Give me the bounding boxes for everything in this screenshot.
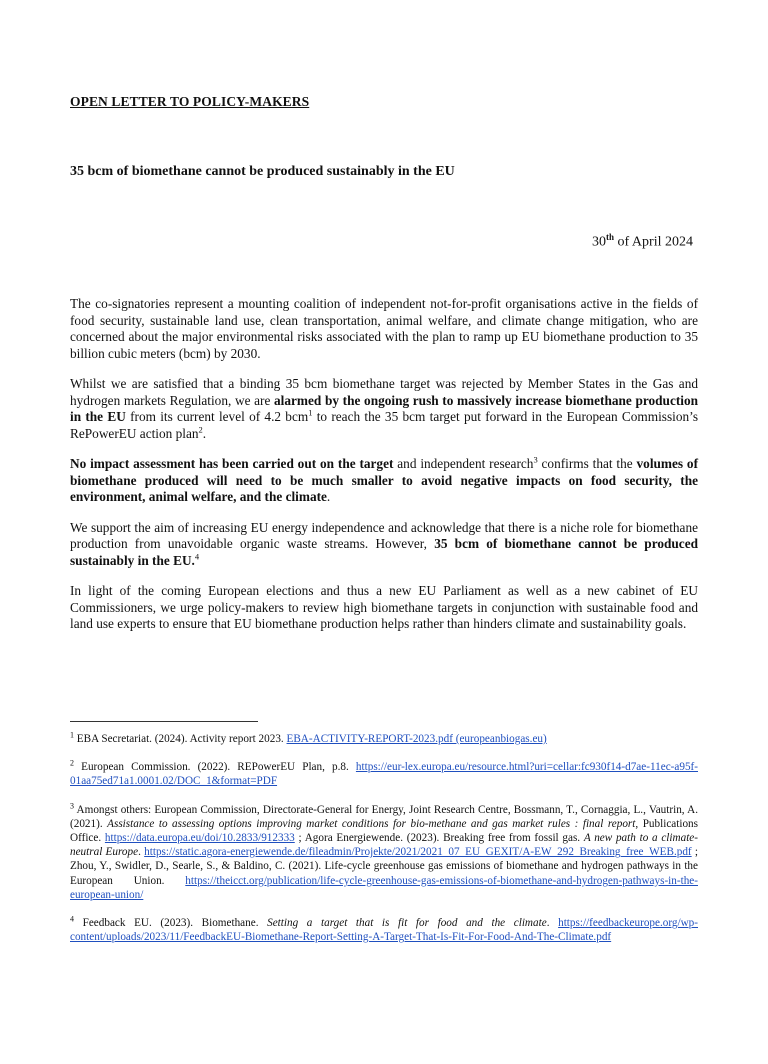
paragraph-3	[70, 456, 698, 506]
footnote-text: ; Agora Energiewende. (2023). Breaking free from fossil gas.	[294, 832, 584, 845]
p2-text-e: .	[202, 425, 207, 441]
footnote-number: 4	[70, 914, 74, 924]
footnote-1	[70, 732, 698, 746]
paragraph-1: The co-signatories represent a mounting coalition of independent not-for-profit organisations active in the fields of food security, sustainable land use, clean transportation, animal welfare, and climate change mitigation, who are concerned about the major environmental risks associated with the plan to ramp up EU biomethane production to 35 billion cubic meters (bcm) by 2030.	[70, 296, 698, 361]
footnote-2	[70, 760, 698, 788]
footnote-ref-2[interactable]: 2	[198, 424, 203, 435]
letter-date	[592, 232, 693, 251]
date-day: 30	[592, 234, 607, 250]
footnote-text: .	[138, 846, 145, 859]
footnote-italic: Assistance to assessing options improving market conditions for bio-methane and gas market rules : final report	[107, 817, 636, 830]
footnote-italic: Setting a target that is fit for food and the climate	[267, 917, 547, 930]
p2-text-d: to reach the 35 bcm target put forward in the European Commission’s RePowerEU action plan	[70, 409, 699, 441]
p2-text-a: Whilst we are satisfied that a binding 35 bcm biomethane target was rejected by Member States in the Gas and hydrogen markets Regulation, we are	[70, 376, 698, 408]
footnote-text: European Commission. (2022). REPowerEU Plan, p.8.	[74, 761, 356, 774]
date-suffix: th	[606, 232, 615, 242]
footnote-ref-3[interactable]: 3	[533, 454, 538, 465]
footnote-link[interactable]: https://eur-lex.europa.eu/resource.html?uri=cellar:fc930f14-d7ae-11ec-a95f-01aa75ed71a1.0001.02/DOC_1&format=PDF	[70, 761, 698, 788]
footnote-number: 2	[70, 758, 74, 768]
footnote-3	[70, 800, 699, 902]
footnote-text: ; Zhou, Y., Swidler, D., Searle, S., & Baldino, C. (2021). Life-cycle greenhouse gas emissions of biomethane and hydrogen pathways in the European Union.	[70, 846, 699, 887]
footnote-ref-1[interactable]: 1	[308, 407, 313, 418]
p4-bold: 35 bcm of biomethane cannot be produced sustainably in the EU.	[70, 536, 698, 568]
footnote-link[interactable]: EBA-ACTIVITY-REPORT-2023.pdf (europeanbiogas.eu)	[286, 733, 547, 745]
letter-title: 35 bcm of biomethane cannot be produced sustainably in the EU	[70, 164, 455, 179]
p2-text-c: from its current level of 4.2 bcm	[125, 409, 309, 424]
footnote-text: Feedback EU. (2023). Biomethane.	[74, 917, 268, 930]
letter-header: OPEN LETTER TO POLICY-MAKERS	[70, 94, 310, 109]
footnote-link[interactable]: https://static.agora-energiewende.de/fileadmin/Projekte/2021/2021_07_EU_GEXIT/A-EW_292_Breaking_free_WEB.pdf	[144, 846, 692, 859]
date-rest: of April 2024	[614, 234, 693, 250]
letter-body	[70, 296, 698, 647]
footnote-link[interactable]: https://theicct.org/publication/life-cycle-greenhouse-gas-emissions-of-biomethane-and-hydrogen-pathways-in-the-european-union/	[70, 874, 698, 901]
p4-text-a: We support the aim of increasing EU energy independence and acknowledge that there is a niche role for biomethane production from unavoidable organic waste streams. However,	[70, 519, 698, 551]
footnote-4	[70, 916, 698, 944]
footnote-number: 3	[70, 800, 74, 810]
footnote-number: 1	[70, 730, 74, 740]
p3-text-c: confirms that the	[537, 456, 637, 471]
footnote-separator	[70, 721, 258, 722]
paragraph-5: In light of the coming European elections and thus a new EU Parliament as well as a new cabinet of EU Commissioners, we urge policy-makers to review high biomethane targets in conjunction with sustainable food and land use experts to ensure that EU biomethane production helps rather than hinders climate and sustainability goals.	[70, 583, 698, 631]
p2-bold: alarmed by the ongoing rush to massively increase biomethane production in the EU	[70, 392, 699, 424]
p3-bold-d: volumes of biomethane produced will need to be much smaller to avoid negative impacts on food security, the environment, animal welfare, and the climate	[70, 456, 698, 504]
p3-text-b: and independent research	[393, 456, 534, 471]
paragraph-4	[70, 520, 698, 570]
footnotes	[70, 732, 698, 958]
footnote-text: Amongst others: European Commission, Directorate-General for Energy, Joint Research Centre, Bossmann, T., Cornaggia, L., Vautrin, A. (2021).	[70, 803, 698, 830]
footnote-text: , Publications Office.	[70, 817, 699, 845]
footnote-italic: A new path to a climate-neutral Europe	[70, 832, 698, 859]
footnote-link[interactable]: https://feedbackeurope.org/wp-content/uploads/2023/11/FeedbackEU-Biomethane-Report-Setting-A-Target-That-Is-Fit-For-Food-And-The-Climate.pdf	[70, 917, 698, 944]
footnote-text: .	[546, 917, 559, 930]
p3-bold-a: No impact assessment has been carried out on the target	[70, 456, 394, 471]
footnote-ref-4[interactable]: 4	[194, 551, 200, 562]
footnote-text: EBA Secretariat. (2024). Activity report 2023.	[74, 733, 287, 745]
footnote-link[interactable]: https://data.europa.eu/doi/10.2833/912333	[104, 832, 295, 845]
paragraph-2	[70, 376, 698, 442]
p3-text-e: .	[326, 489, 331, 504]
